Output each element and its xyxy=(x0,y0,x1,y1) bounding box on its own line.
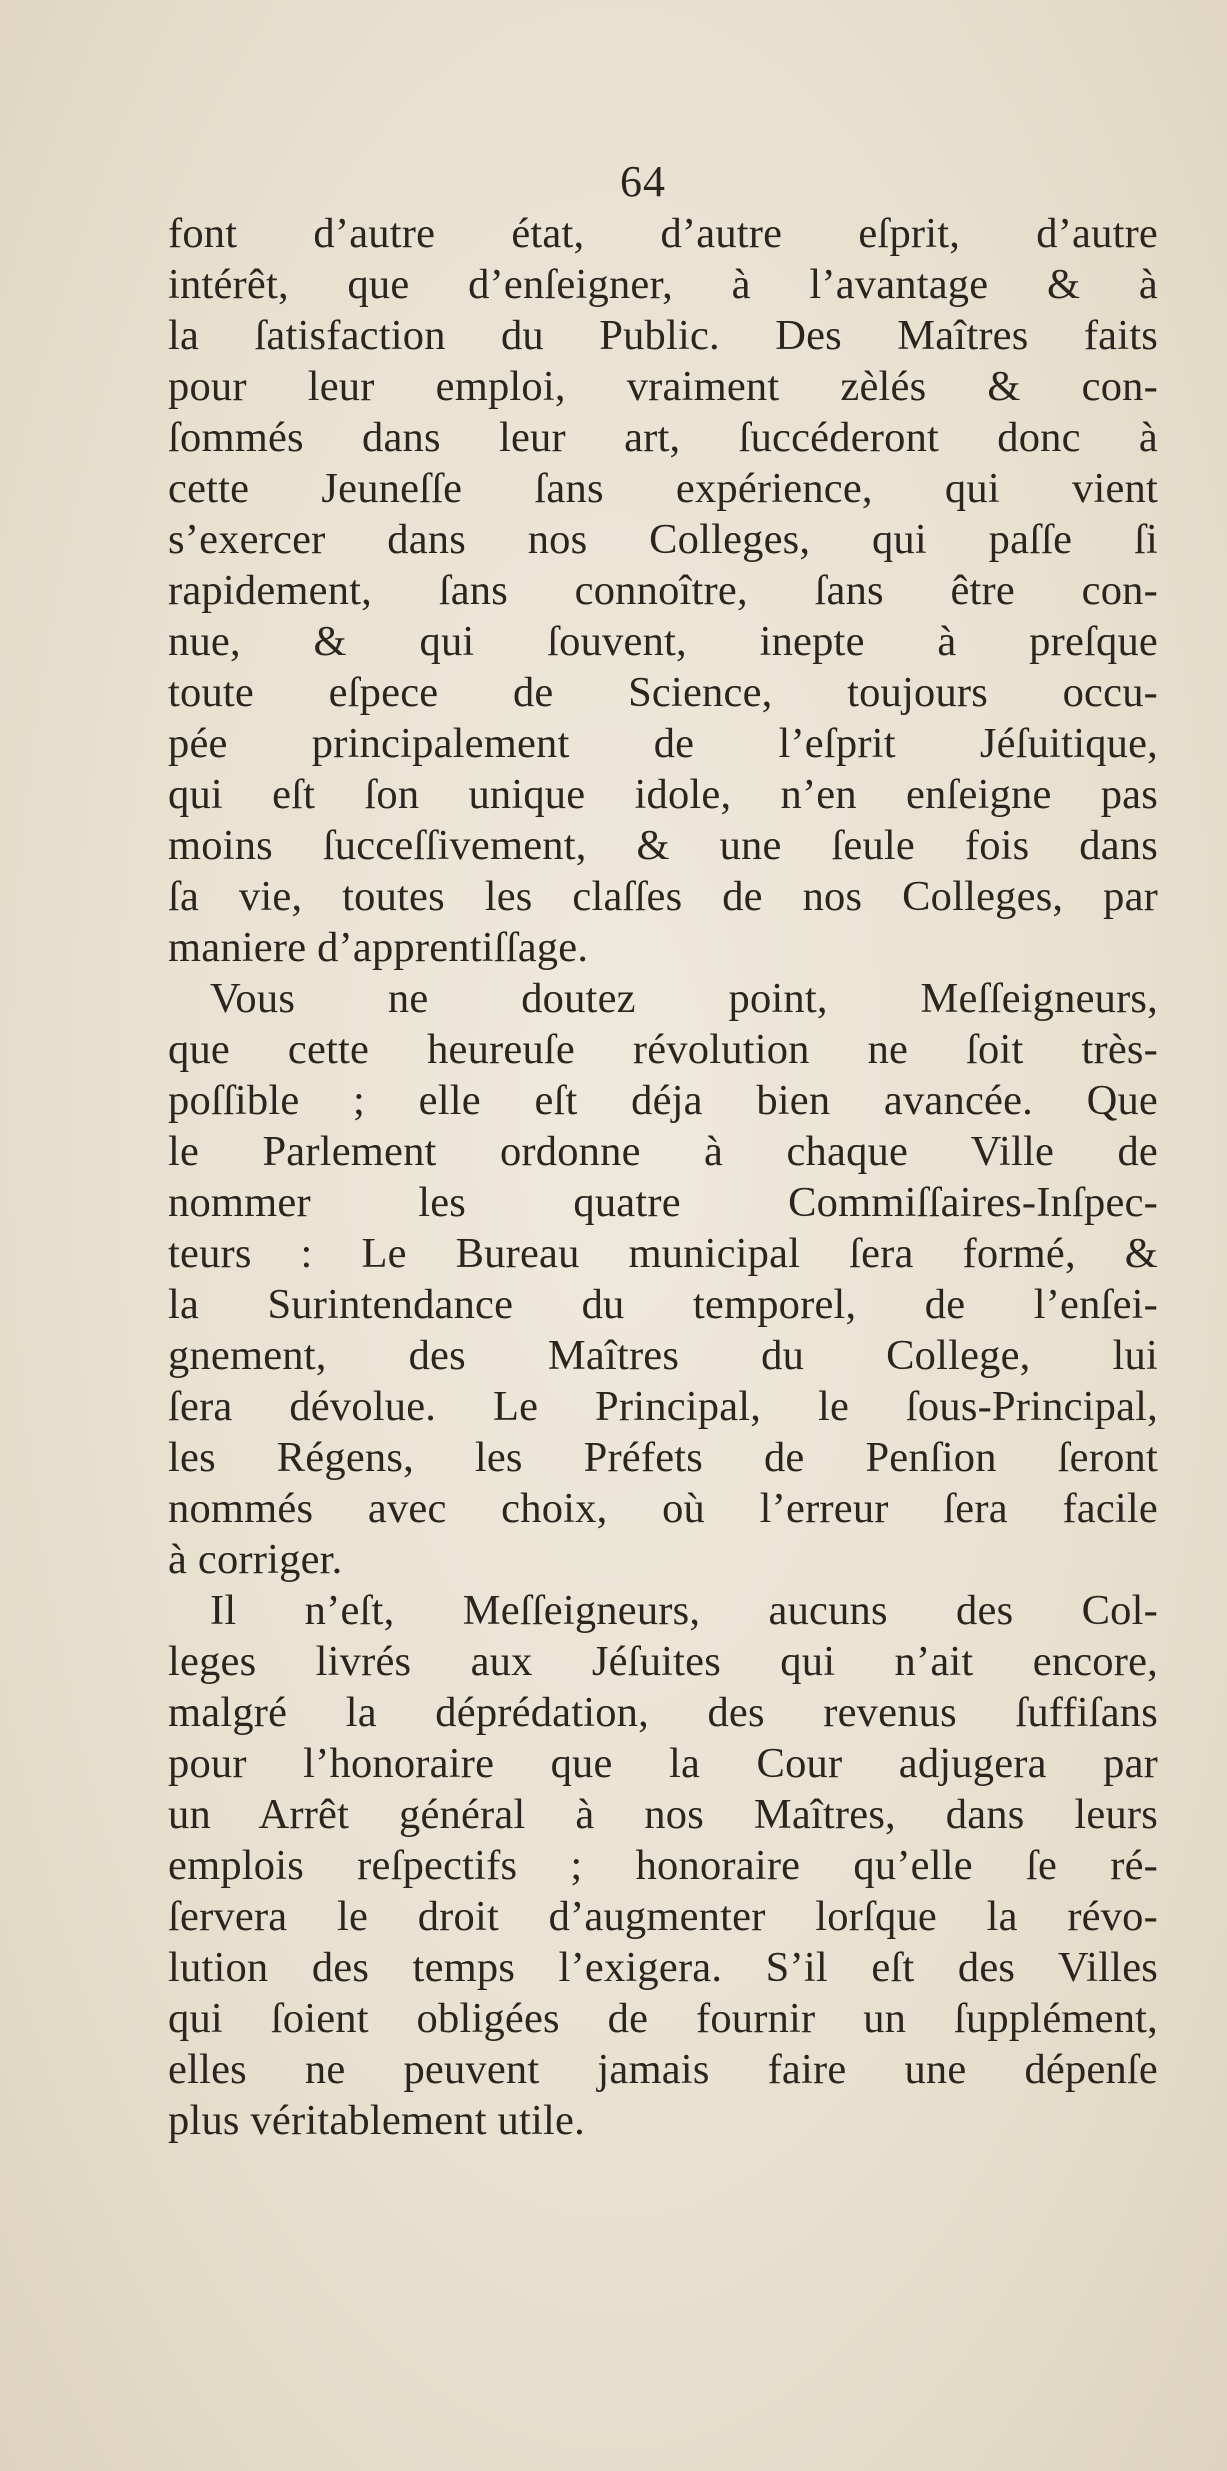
text-line: nommer les quatre Commiſſaires-Inſpec- xyxy=(168,1179,1158,1226)
text-line: teurs : Le Bureau municipal ſera formé, & xyxy=(168,1230,1158,1277)
text-line: ſera dévolue. Le Principal, le ſous-Principal, xyxy=(168,1383,1158,1430)
text-line: s’exercer dans nos Colleges, qui paſſe ſi xyxy=(168,516,1158,563)
text-line: toute eſpece de Science, toujours occu- xyxy=(168,669,1158,716)
text-line: pée principalement de l’eſprit Jéſuitique, xyxy=(168,720,1158,767)
text-line: ſa vie, toutes les claſſes de nos Colleges, par xyxy=(168,873,1158,920)
text-line: à corriger. xyxy=(168,1536,343,1583)
page-number: 64 xyxy=(620,157,666,206)
text-line: plus véritablement utile. xyxy=(168,2097,585,2144)
text-line: les Régens, les Préfets de Penſion ſeront xyxy=(168,1434,1158,1481)
text-line: moins ſucceſſivement, & une ſeule fois dans xyxy=(168,822,1158,869)
text-line: nue, & qui ſouvent, inepte à preſque xyxy=(168,618,1158,665)
text-line: poſſible ; elle eſt déja bien avancée. Que xyxy=(168,1077,1158,1124)
text-line: elles ne peuvent jamais faire une dépenſe xyxy=(168,2046,1158,2093)
text-line: nommés avec choix, où l’erreur ſera facile xyxy=(168,1485,1158,1532)
text-line: la ſatisfaction du Public. Des Maîtres faits xyxy=(168,312,1158,359)
body-text xyxy=(168,208,1158,2146)
text-line: qui eſt ſon unique idole, n’en enſeigne pas xyxy=(168,771,1158,818)
text-line: qui ſoient obligées de fournir un ſupplément, xyxy=(168,1995,1158,2042)
text-line: pour leur emploi, vraiment zèlés & con- xyxy=(168,363,1158,410)
text-line: leges livrés aux Jéſuites qui n’ait encore, xyxy=(168,1638,1158,1685)
text-line: ſommés dans leur art, ſuccéderont donc à xyxy=(168,414,1158,461)
text-line: lution des temps l’exigera. S’il eſt des Villes xyxy=(168,1944,1158,1991)
text-line: emplois reſpectifs ; honoraire qu’elle ſe ré- xyxy=(168,1842,1158,1889)
text-line: que cette heureuſe révolution ne ſoit très- xyxy=(168,1026,1158,1073)
text-line: cette Jeuneſſe ſans expérience, qui vient xyxy=(168,465,1158,512)
text-line: un Arrêt général à nos Maîtres, dans leurs xyxy=(168,1791,1158,1838)
text-line: ſervera le droit d’augmenter lorſque la révo- xyxy=(168,1893,1158,1940)
text-line: Vous ne doutez point, Meſſeigneurs, xyxy=(210,975,1158,1022)
text-line: pour l’honoraire que la Cour adjugera par xyxy=(168,1740,1158,1787)
text-line: maniere d’apprentiſſage. xyxy=(168,924,589,971)
text-line: rapidement, ſans connoître, ſans être con- xyxy=(168,567,1158,614)
text-line: intérêt, que d’enſeigner, à l’avantage & à xyxy=(168,261,1158,308)
text-line: gnement, des Maîtres du College, lui xyxy=(168,1332,1158,1379)
text-line: malgré la déprédation, des revenus ſuffiſans xyxy=(168,1689,1158,1736)
text-line: font d’autre état, d’autre eſprit, d’autre xyxy=(168,210,1158,257)
text-line: la Surintendance du temporel, de l’enſei- xyxy=(168,1281,1158,1328)
text-line: Il n’eſt, Meſſeigneurs, aucuns des Col- xyxy=(210,1587,1158,1634)
text-line: le Parlement ordonne à chaque Ville de xyxy=(168,1128,1158,1175)
